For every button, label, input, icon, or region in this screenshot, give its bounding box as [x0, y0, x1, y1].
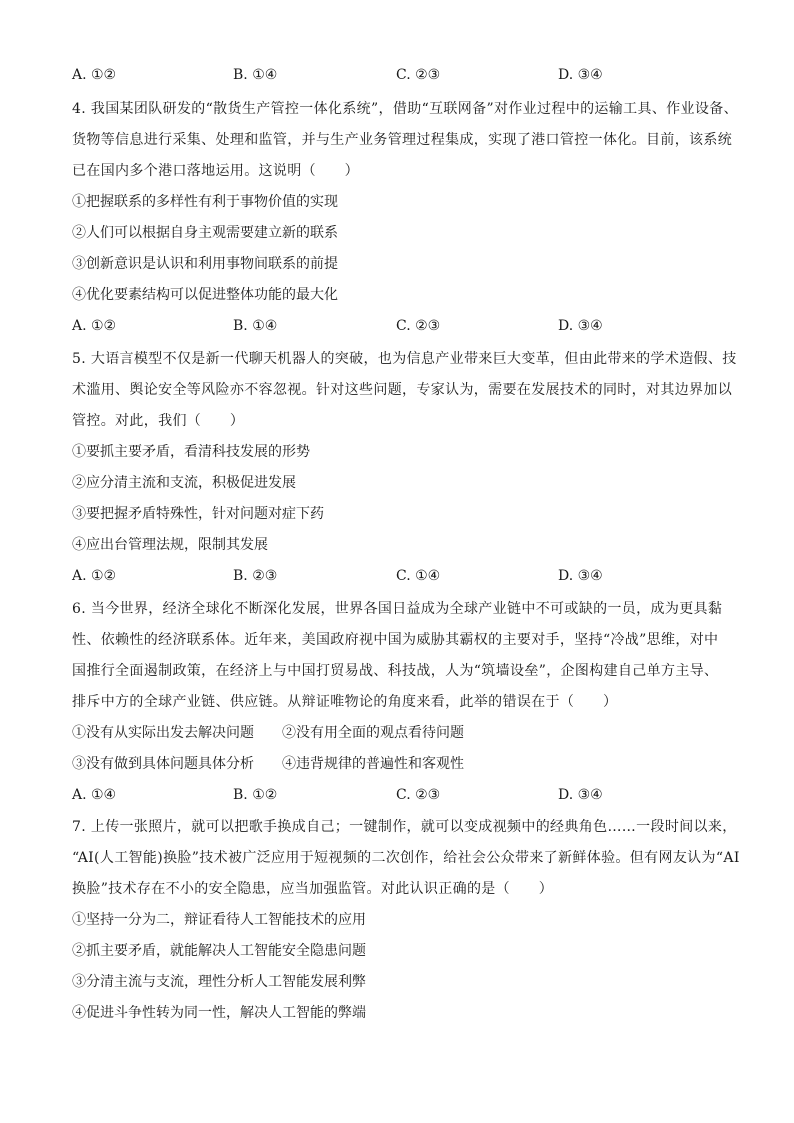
q6-stem-line-4: 排斥中方的全球产业链、供应链。从辩证唯物论的角度来看，此举的错误在于（ ）	[72, 694, 618, 710]
q7-statement-2: ②抓主要矛盾，就能解决人工智能安全隐患问题	[72, 943, 366, 959]
q4-option-c[interactable]: C. ②③	[396, 318, 441, 334]
q6-stem-line-3: 国推行全面遏制政策，在经济上与中国打贸易战、科技战，人为“筑墙设垒”，企图构建自己单方主导、	[72, 663, 719, 679]
q6-options	[72, 785, 722, 805]
q4-option-d[interactable]: D. ③④	[558, 318, 603, 334]
q7-stem-line-2: “AI(人工智能)换脸”技术被广泛应用于短视频的二次创作，给社会公众带来了新鲜体验。但有网友认为“AI	[72, 850, 740, 866]
q5-stem-line-2: 术滥用、舆论安全等风险亦不容忽视。针对这些问题，专家认为，需要在发展技术的同时，对其边界加以	[72, 382, 733, 398]
q7-stem-line-3: 换脸”技术存在不小的安全隐患，应当加强监管。对此认识正确的是（ ）	[72, 881, 554, 897]
q3-option-c[interactable]: C. ②③	[396, 67, 441, 83]
q3-option-d[interactable]: D. ③④	[558, 67, 603, 83]
q6-option-b[interactable]: B. ①②	[233, 787, 278, 803]
q4-option-b[interactable]: B. ①④	[233, 318, 278, 334]
q4-statement-2: ②人们可以根据自身主观需要建立新的联系	[72, 225, 338, 241]
q4-options	[72, 316, 722, 336]
q5-options	[72, 566, 722, 586]
q4-statement-3: ③创新意识是认识和利用事物间联系的前提	[72, 256, 338, 272]
q5-stem-line-1: 5. 大语言模型不仅是新一代聊天机器人的突破，也为信息产业带来巨大变革，但由此带来的学术造假、技	[72, 351, 737, 367]
q3-option-a[interactable]: A. ①②	[72, 67, 117, 83]
q5-stem-line-3: 管控。对此，我们（ ）	[72, 413, 245, 429]
q4-option-a[interactable]: A. ①②	[72, 318, 117, 334]
q4-stem-line-1: 4. 我国某团队研发的“散货生产管控一体化系统”，借助“互联网备”对作业过程中的运输工具、作业设备、	[72, 101, 738, 117]
q7-statement-1: ①坚持一分为二，辩证看待人工智能技术的应用	[72, 912, 366, 928]
q7-stem-line-1: 7. 上传一张照片，就可以把歌手换成自己；一键制作，就可以变成视频中的经典角色……一段时间以来，	[72, 819, 737, 835]
q5-option-b[interactable]: B. ②③	[233, 568, 278, 584]
q7-statement-4: ④促进斗争性转为同一性，解决人工智能的弊端	[72, 1005, 366, 1021]
q3-options	[72, 65, 722, 85]
q4-statement-4: ④优化要素结构可以促进整体功能的最大化	[72, 287, 338, 303]
q6-stem-line-2: 性、依赖性的经济联系体。近年来，美国政府视中国为威胁其霸权的主要对手，坚持“冷战”思维，对中	[72, 632, 719, 648]
q6-option-d[interactable]: D. ③④	[558, 787, 603, 803]
q5-statement-1: ①要抓主要矛盾，看清科技发展的形势	[72, 444, 310, 460]
q4-statement-1: ①把握联系的多样性有利于事物价值的实现	[72, 194, 338, 210]
q5-statement-2: ②应分清主流和支流，积极促进发展	[72, 475, 296, 491]
q5-statement-3: ③要把握矛盾特殊性，针对问题对症下药	[72, 506, 324, 522]
q4-stem-line-2: 货物等信息进行采集、处理和监管，并与生产业务管理过程集成，实现了港口管控一体化。目前，该系统	[72, 132, 733, 148]
q6-stem-line-1: 6. 当今世界，经济全球化不断深化发展，世界各国日益成为全球产业链中不可或缺的一员，成为更具黏	[72, 601, 723, 617]
q5-statement-4: ④应出台管理法规，限制其发展	[72, 537, 268, 553]
q7-statement-3: ③分清主流与支流，理性分析人工智能发展利弊	[72, 974, 366, 990]
q6-option-c[interactable]: C. ②③	[396, 787, 441, 803]
q3-option-b[interactable]: B. ①④	[233, 67, 278, 83]
q5-option-c[interactable]: C. ①④	[396, 568, 441, 584]
q6-statement-row-1: ①没有从实际出发去解决问题 ②没有用全面的观点看待问题	[72, 725, 464, 741]
q6-statement-row-2: ③没有做到具体问题具体分析 ④违背规律的普遍性和客观性	[72, 756, 464, 772]
q6-option-a[interactable]: A. ①④	[72, 787, 117, 803]
q5-option-a[interactable]: A. ①②	[72, 568, 117, 584]
q4-stem-line-3: 已在国内多个港口落地运用。这说明（ ）	[72, 163, 359, 179]
q5-option-d[interactable]: D. ③④	[558, 568, 603, 584]
